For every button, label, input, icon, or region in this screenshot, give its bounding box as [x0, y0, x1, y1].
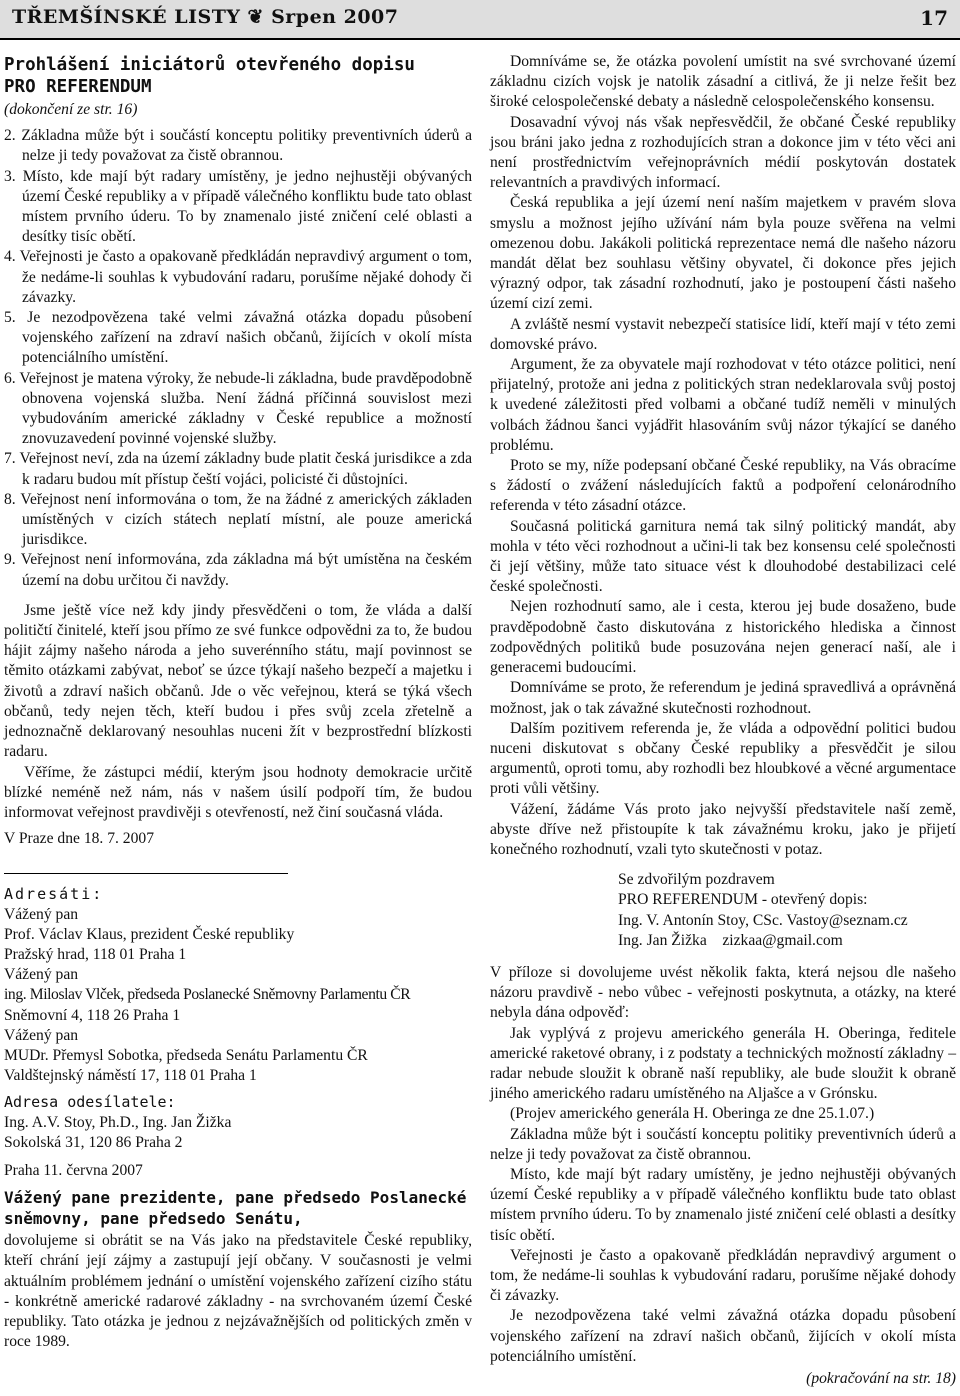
closing-line: Se zdvořilým pozdravem	[618, 871, 775, 889]
body-paragraph: Věříme, že zástupci médií, kterým jsou hodnoty demokracie určitě blízké neméně než nám, nás v našem úsilí podpoří tím, že budou informovat veřejnost pravdivěji s otevřeností, než činí současná vláda.	[4, 763, 472, 821]
body-paragraph: Argument, že za obyvatele mají rozhodovat v této otázce politici, není přijatelný, protože ani jedna z politických stran nedeklarovala svůj postoj k uvedené záležitosti před volbami a občané tudíž neměli v minulých volbách žádnou šanci vyjádřit hlasováním svůj názor týkající se daného problému.	[490, 356, 956, 454]
body-paragraph: Je nezodpovězena také velmi závažná otázka dopadu působení vojenského zařízení na zdraví našich občanů, žijících v okolí místa potenciálního umístění.	[490, 1307, 956, 1365]
separator-rule	[4, 873, 288, 874]
body-paragraph: Dosavadní vývoj nás však nepřesvědčil, že občané České republiky jsou bráni jako jedna z rozhodujících stran a dokonce jim v této věci ani není prostřednictvím veřejnoprávních médií poskytován dostatek relevantních a pravdivých informací.	[490, 113, 956, 192]
body-paragraph: Jak vyplývá z projevu amerického generála H. Oberinga, ředitele americké raketové obrany, i z podstaty a technických možností základny – radar nebude sloužit k obraně naší republiky, ale bude sloužit k obraně jiného amerického radaru umístěného na Aljašce a v Grónsku.	[490, 1024, 956, 1103]
addressee-name: ing. Miloslav Vlček, předseda Poslanecké Sněmovny Parlamentu ČR	[4, 986, 411, 1004]
annex-paragraph: V příloze si dovolujeme uvést několik fakta, která nejsou dle našeho názoru pravdivě - nebo vůbec - veřejnosti poskytnuta, a otázky, na které nebyla dána odpověď:	[490, 963, 956, 1022]
addressee-name: Prof. Václav Klaus, prezident České republiky	[4, 925, 295, 943]
closing-line: Ing. Jan Žižka zizkaa@gmail.com	[618, 931, 843, 949]
sender-names: Ing. A.V. Stoy, Ph.D., Ing. Jan Žižka	[4, 1113, 232, 1131]
body-paragraph: Nejen rozhodnutí samo, ale i cesta, kterou jej bude dosaženo, bude pravděpodobně často diskutována z historického hlediska a činnost zodpovědných politiků bude posuzována nejen generací naší, ale i generacemi budoucími.	[490, 598, 956, 677]
publication-title: TŘEMŠÍNSKÉ LISTY ❦ Srpen 2007	[12, 6, 399, 28]
addressee-address: Sněmovní 4, 118 26 Praha 1	[4, 1006, 181, 1024]
continued-on-note: (pokračování na str. 18)	[806, 1370, 956, 1387]
letter-greeting: Vážený pane prezidente, pane předsedo Poslanecké sněmovny, pane předsedo Senátu,	[4, 1188, 467, 1229]
page-number: 17	[920, 6, 948, 30]
body-paragraph: Dalším pozitivem referenda je, že vláda a odpovědní politici budou nuceni diskutovat s občany České republiky a přesvědčit je silou argumentů, oproti tomu, aby rozhodli bez hloubkové a věcné argumentace proti vůli většiny.	[490, 719, 956, 798]
list-item: 5. Je nezodpovězena také velmi závažná otázka dopadu působení vojenského zařízení na zdraví našich občanů, žijících v okolí místa potenciálního umístění.	[4, 309, 472, 367]
list-item: 8. Veřejnost není informována o tom, že na žádné z amerických základen umístěných v cizích státech neplatí místní, ale pouze americká jurisdikce.	[4, 490, 472, 549]
list-item: 2. Základna může být i součástí konceptu politiky preventivních úderů a nelze ji tedy považovat za čistě obrannou.	[4, 127, 472, 165]
body-paragraph: (Projev amerického generála H. Oberinga ze dne 25.1.07.)	[510, 1105, 875, 1123]
sender-label: Adresa odesílatele:	[4, 1093, 176, 1112]
body-paragraph: Veřejnosti je často a opakovaně předkládán nepravdivý argument o tom, že nedáme-li souhlas k vybudování radaru, porušíme nějaké dohody či závazky.	[490, 1246, 956, 1305]
letter-closing	[618, 870, 956, 951]
header-rule	[0, 38, 960, 40]
continued-from-note: (dokončení ze str. 16)	[4, 101, 138, 118]
right-column	[490, 52, 956, 1389]
addressees-label: Adresáti:	[4, 885, 104, 904]
page-header	[0, 0, 960, 44]
sender-address: Sokolská 31, 120 86 Praha 2	[4, 1133, 183, 1151]
list-item: 7. Veřejnost neví, zda na území základny bude platit česká jurisdikce a zda k radaru budou mít přístup čeští vojáci, policisté či důstojníci.	[4, 450, 472, 488]
letter-date: Praha 11. června 2007	[4, 1161, 143, 1179]
body-paragraph: Současná politická garnitura nemá tak silný politický mandát, aby mohla v této věci rozhodnout a učini-li tak bez konsensu celé společnosti či její většiny, může tato situace vést k dlouhodobé destabilizaci celé české společnosti.	[490, 517, 956, 596]
body-paragraph: Domníváme se proto, že referendum je jediná spravedlivá a oprávněná možnost, jak o tak závažné skutečnosti rozhodnout.	[490, 679, 956, 717]
addressee-salutation: Vážený pan	[4, 905, 79, 923]
addressee-salutation: Vážený pan	[4, 1026, 79, 1044]
list-item: 9. Veřejnost není informována, zda základna má být umístěna na českém území na dobu určitou či navždy.	[4, 551, 472, 589]
list-item: 6. Veřejnost je matena výroky, že nebude-li základna, bude pravděpodobně obnovena vojenská služba. Není žádná příčinná souvislost mezi vybudováním americké základny v České republice a možností znovuzavedení povinné vojenské služby.	[4, 369, 472, 448]
headline-line-1: Prohlášení iniciátorů otevřeného dopisu	[4, 55, 415, 75]
left-column	[4, 52, 472, 1352]
headline-line-2: PRO REFERENDUM	[4, 77, 152, 97]
closing-line: PRO REFERENDUM - otevřený dopis:	[618, 891, 868, 909]
list-item: 3. Místo, kde mají být radary umístěny, je jedno nejhustěji obývaných území České republiky a v případě válečného konfliktu bude tato oblast místem prvního úderu. To by znamenalo jisté zničení celé oblasti a desítky tisíc obětí.	[4, 167, 472, 246]
addressee-salutation: Vážený pan	[4, 966, 79, 984]
body-paragraph: Místo, kde mají být radary umístěny, je jedno nejhustěji obývaných území České republiky a v případě válečného konfliktu bude tato oblast místem prvního úderu. To by znamenalo jisté zničení celé oblasti a desítky tisíc obětí.	[490, 1165, 956, 1244]
list-item: 4. Veřejnosti je často a opakovaně předkládán nepravdivý argument o tom, že nedáme-li souhlas k vybudování radaru, porušíme nějaké dohody či závazky.	[4, 248, 472, 306]
body-paragraph: Jsme ještě více než kdy jindy přesvědčeni o tom, že vláda a další političtí činitelé, kteří jsou přímo ze své funkce odpovědni za to, že budou hájit zájmy našeho národa a jeho suverénního státu, mají povinnost se těmito otázkami zabývat, neboť se úzce týkají našeho bezpečí a majetku i životů a zdraví našich občanů. Jde o věc veřejnou, která se týká všech občanů, tedy nejen těch, kteří budou i přes svůj zcela zřetelně a jednoznačně deklarovaný nesouhlas nuceni žít v bezprostřední blízkosti radaru.	[4, 601, 472, 761]
body-paragraph: Domníváme se, že otázka povolení umístit na své svrchované území základnu cizích vojsk je natolik zásadní a citlivá, že ji nelze řešit bez široké celospolečenské debaty a následně celospolečenského konsensu.	[490, 53, 956, 111]
body-paragraph: A zvláště nesmí vystavit nebezpečí statisíce lidí, kteří mají v této zemi domovské právo.	[490, 315, 956, 353]
closing-line: Ing. V. Antonín Stoy, CSc. Vastoy@seznam.cz	[618, 911, 908, 929]
body-paragraph: Proto se my, níže podepsaní občané České republiky, na Vás obracíme s žádostí o zvážení následujících faktů a podpoření celonárodního referenda v této zásadní otázce.	[490, 457, 956, 515]
body-paragraph: Česká republika a její území není naším majetkem v pravém slova smyslu a možnost jejího užívání nám byla pouze svěřena na velmi omezenou dobu. Jakákoli politická reprezentace nemá dle našeho názoru mandát dělat bez souhlasu většiny obyvatel, či dokonce přes jejich výrazný odpor, tak zásadní rozhodnutí, jako je postoupení části našeho území cizí zemi.	[490, 194, 956, 313]
addressee-name: MUDr. Přemysl Sobotka, předseda Senátu Parlamentu ČR	[4, 1046, 368, 1064]
letter-paragraph: dovolujeme si obrátit se na Vás jako na představitele České republiky, kteří chrání její zájmy a zastupují její občany. V současnosti je velmi aktuálním problémem jednání o umístění vojenského zařízení cizího státu - konkrétně americké radarové základny - na svrchovaném území České republiky. Tato otázka je jednou z nejzávažnějších od politických změn v roce 1989.	[4, 1232, 472, 1351]
body-paragraph: Vážení, žádáme Vás proto jako nejvyšší představitele naší země, abyste dříve než přistoupíte k tak závažnému kroku, jako je přijetí konečného rozhodnutí, vzali tyto skutečnosti v potaz.	[490, 800, 956, 858]
body-paragraph: Základna může být i součástí konceptu politiky preventivních úderů a nelze ji tedy považovat za čistě obrannou.	[490, 1125, 956, 1163]
article-headline	[4, 54, 472, 98]
addressee-address: Valdštejnský náměstí 17, 118 01 Praha 1	[4, 1067, 257, 1085]
addressee-address: Pražský hrad, 118 01 Praha 1	[4, 945, 187, 963]
date-line: V Praze dne 18. 7. 2007	[4, 830, 154, 848]
